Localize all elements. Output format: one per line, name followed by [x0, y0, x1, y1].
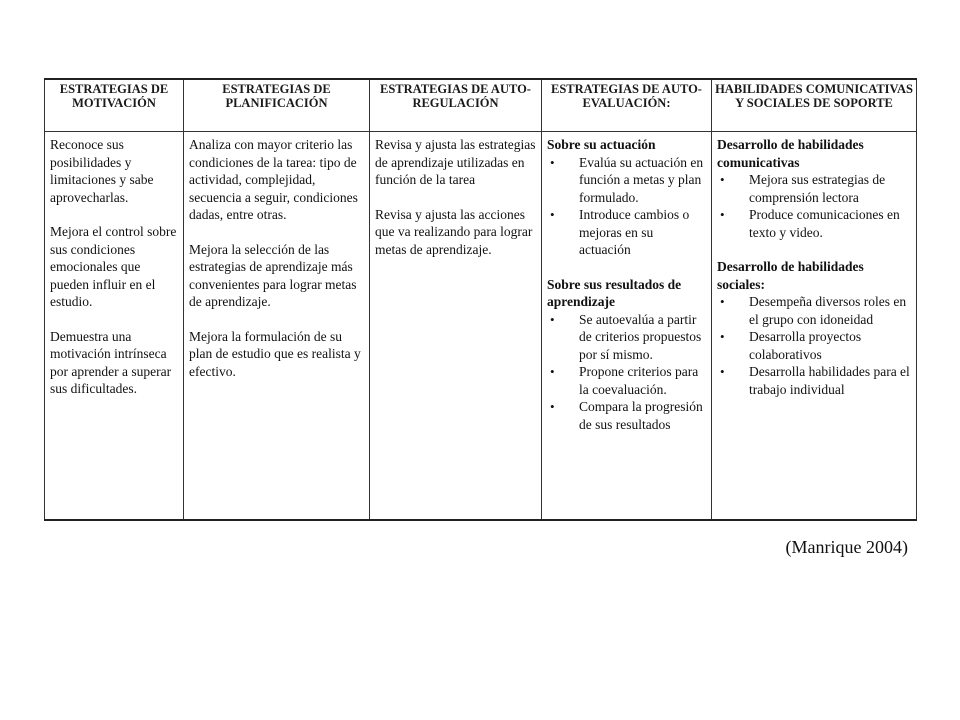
- resultados-list: [547, 311, 706, 434]
- cell-planificacion: [184, 132, 370, 521]
- planificacion-paragraph: Analiza con mayor criterio las condiciones de la tarea: tipo de actividad, complejidad, secuencia a seguir, condiciones dadas, entre otras.: [189, 137, 358, 222]
- cell-motivacion: [45, 132, 184, 521]
- actuacion-list: [547, 154, 706, 259]
- list-item: • Desarrolla habilidades para el trabajo individual: [717, 363, 911, 398]
- table-body-row: [45, 132, 917, 521]
- header-habilidades: HABILIDADES COMUNICATIVAS Y SOCIALES DE SOPORTE: [712, 79, 917, 132]
- cell-autorregulacion: [370, 132, 542, 521]
- header-planificacion: ESTRATEGIAS DE PLANIFICACIÓN: [184, 79, 370, 132]
- sociales-list: [717, 293, 911, 398]
- motivacion-paragraph: Reconoce sus posibilidades y limitaciones y sabe aprovecharlas.: [50, 137, 154, 205]
- motivacion-paragraph: Demuestra una motivación intrínseca por aprender a superar sus dificultades.: [50, 328, 172, 396]
- actuacion-heading: Sobre su actuación: [547, 137, 656, 152]
- citation: (Manrique 2004): [785, 537, 908, 557]
- header-motivacion: ESTRATEGIAS DE MOTIVACIÓN: [45, 79, 184, 132]
- planificacion-paragraph: Mejora la formulación de su plan de estudio que es realista y efectivo.: [189, 328, 361, 379]
- header-autoevaluacion: ESTRATEGIAS DE AUTO-EVALUACIÓN:: [542, 79, 712, 132]
- list-item: • Mejora sus estrategias de comprensión lectora: [717, 171, 911, 206]
- cell-habilidades: [712, 132, 917, 521]
- list-item: • Introduce cambios o mejoras en su actuación: [547, 206, 706, 259]
- resultados-heading: Sobre sus resultados de aprendizaje: [547, 276, 682, 309]
- list-item: • Evalúa su actuación en función a metas y plan formulado.: [547, 154, 706, 207]
- strategies-table: [44, 78, 917, 521]
- table-header-row: [45, 79, 917, 132]
- comunicativas-heading: Desarrollo de habilidades comunicativas: [717, 137, 864, 170]
- list-item: • Desarrolla proyectos colaborativos: [717, 328, 911, 363]
- list-item: • Desempeña diversos roles en el grupo con idoneidad: [717, 293, 911, 328]
- header-autorregulacion: ESTRATEGIAS DE AUTO-REGULACIÓN: [370, 79, 542, 132]
- list-item: • Produce comunicaciones en texto y video.: [717, 206, 911, 241]
- planificacion-paragraph: Mejora la selección de las estrategias de aprendizaje más convenientes para lograr metas de aprendizaje.: [189, 241, 357, 309]
- list-item: • Compara la progresión de sus resultados: [547, 398, 706, 433]
- list-item: • Propone criterios para la coevaluación.: [547, 363, 706, 398]
- comunicativas-list: [717, 171, 911, 241]
- autorregulacion-paragraph: Revisa y ajusta las acciones que va realizando para lograr metas de aprendizaje.: [375, 206, 533, 257]
- cell-autoevaluacion: [542, 132, 712, 521]
- autorregulacion-paragraph: Revisa y ajusta las estrategias de aprendizaje utilizadas en función de la tarea: [375, 137, 536, 187]
- motivacion-paragraph: Mejora el control sobre sus condiciones emocionales que pueden influir en el estudio.: [50, 224, 177, 309]
- list-item: • Se autoevalúa a partir de criterios propuestos por sí mismo.: [547, 311, 706, 364]
- sociales-heading: Desarrollo de habilidades sociales:: [717, 259, 864, 292]
- strategies-table-container: [44, 78, 916, 521]
